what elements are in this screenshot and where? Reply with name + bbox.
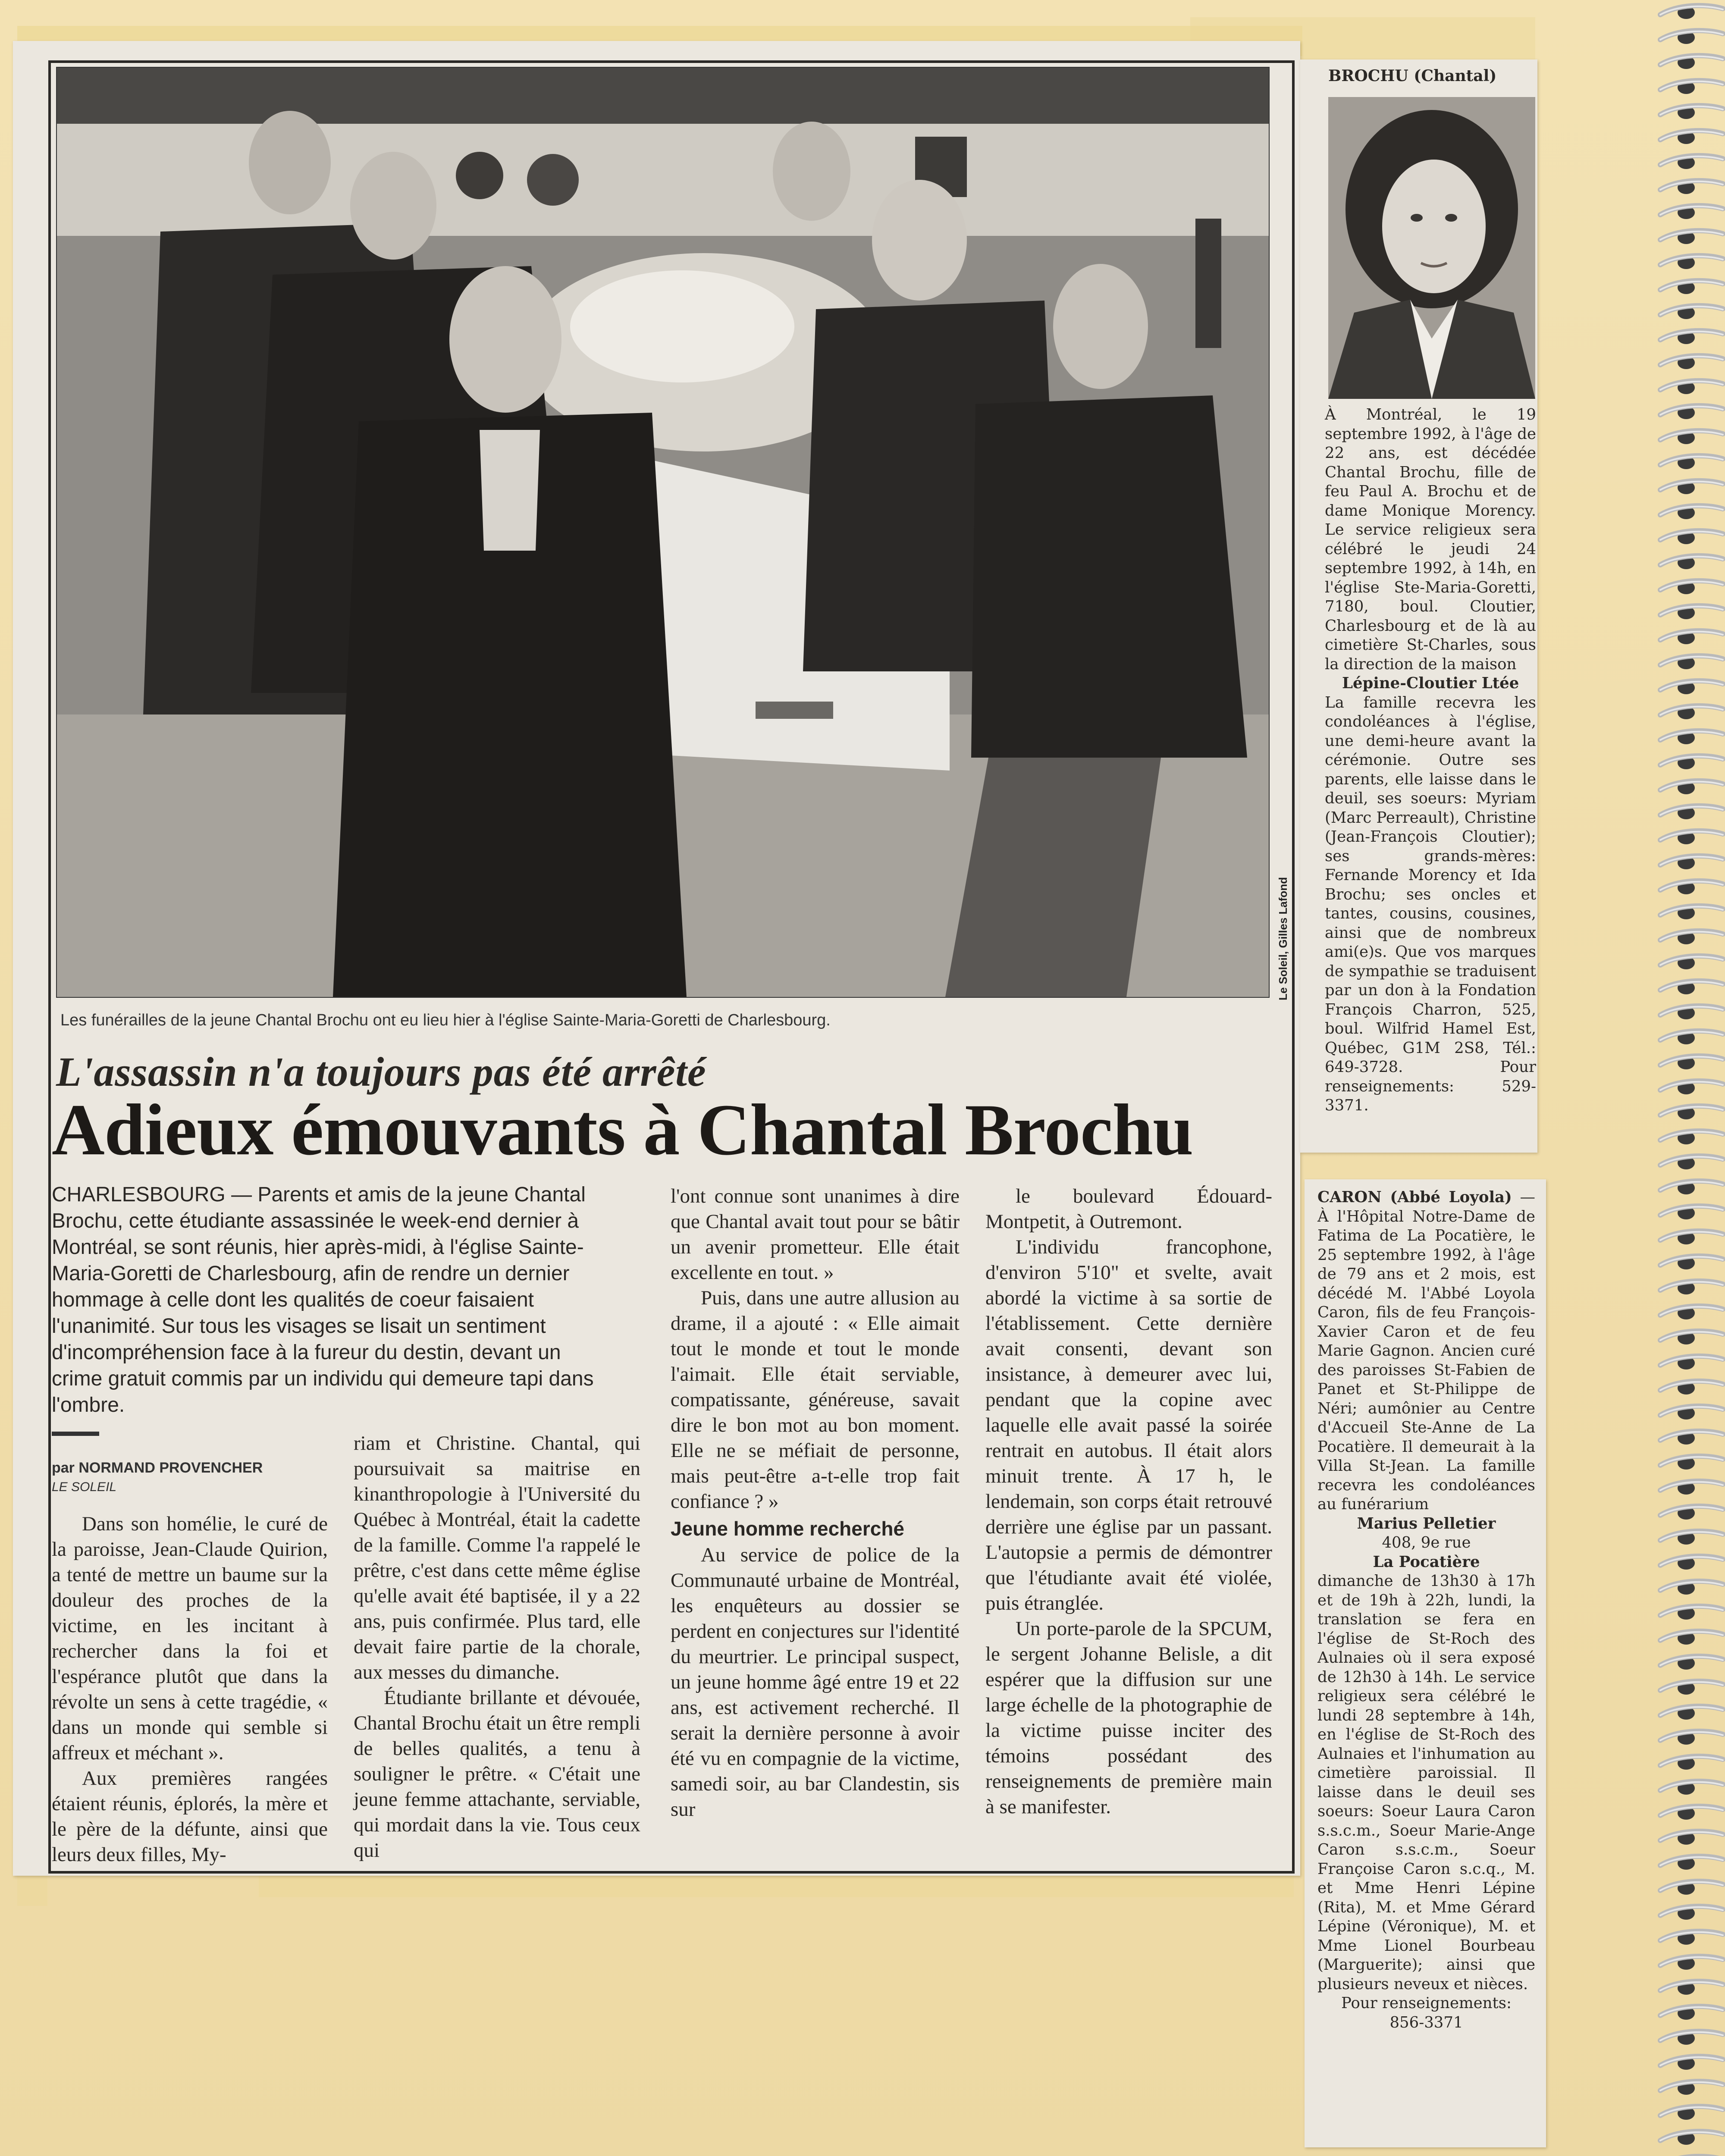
obituary-brochu-name: BROCHU (Chantal)	[1328, 67, 1497, 85]
article-column-4	[985, 1184, 1272, 1820]
paragraph: Un porte-parole de la SPCUM, le sergent Johanne Belisle, a dit espérer que la diffusion sur une large échelle de la photographie de la victime puisse inciter des témoins possédant des renseignements de première main à se manifester.	[985, 1617, 1272, 1818]
byline-rule	[52, 1432, 99, 1436]
article-column-2	[354, 1431, 640, 1863]
funeral-home-town: La Pocatière	[1373, 1553, 1480, 1571]
photo-caption: Les funérailles de la jeune Chantal Brochu ont eu lieu hier à l'église Sainte-Maria-Goretti de Charlesbourg.	[60, 1011, 831, 1029]
paragraph: le boulevard Édouard-Montpetit, à Outremont.	[985, 1185, 1272, 1233]
paragraph: Au service de police de la Communauté urbaine de Montréal, les enquêteurs au dossier se perdent en conjectures sur l'identité du meurtrier. Le principal suspect, un jeune homme âgé entre 19 et 22 ans, est activement recherché. Il serait la dernière personne à avoir été vu en compagnie de la victime, samedi soir, au bar Clandestin, sis sur	[671, 1544, 960, 1821]
funeral-firm: Lépine-Cloutier Ltée	[1342, 674, 1519, 692]
paragraph: riam et Christine. Chantal, qui poursuivait sa maitrise en kinanthropologie à l'Université du Québec à Montréal, était la cadette de la famille. Comme l'a rappelé le prêtre, c'est dans cette même église qu'elle avait été baptisée, il y a 22 ans, puis confirmée. Plus tard, elle devait faire partie de la chorale, aux messes du dimanche.	[354, 1432, 640, 1683]
funeral-photo	[56, 67, 1270, 998]
obituary-body: À Montréal, le 19 septembre 1992, à l'âge de 22 ans, est décédée Chantal Brochu, fille de feu Paul A. Brochu et de dame Monique Morency. Le service religieux sera célébré le jeudi 24 septembre 1992, à 14h, en l'église Ste-Maria-Goretti, 7180, boul. Cloutier, Charlesbourg et de là au cimetière St-Charles, sous la direction de la maison	[1325, 406, 1536, 673]
article-kicker: L'assassin n'a toujours pas été arrêté	[56, 1049, 706, 1095]
paragraph: l'ont connue sont unanimes à dire que Chantal avait tout pour se bâtir un avenir prometteur. Elle était excellente en tout. »	[671, 1185, 960, 1284]
photo-credit: Le Soleil, Gilles Lafond	[1276, 877, 1289, 1000]
byline-author: par NORMAND PROVENCHER	[52, 1460, 263, 1476]
article-subhead: Jeune homme recherché	[671, 1517, 905, 1540]
info-phone: 856-3371	[1389, 2013, 1463, 2031]
article-headline: Adieux émouvants à Chantal Brochu	[52, 1089, 1193, 1170]
portrait-photo	[1328, 97, 1535, 399]
funeral-home-address: 408, 9e rue	[1382, 1534, 1471, 1551]
byline-source: LE SOLEIL	[52, 1480, 117, 1494]
article-lead: CHARLESBOURG — Parents et amis de la jeune Chantal Brochu, cette étudiante assassinée le week-end dernier à Montréal, se sont réunis, hier après-midi, à l'église Sainte-Maria-Goretti de Charlesbourg, afin de rendre un dernier hommage à celle dont les qualités de coeur faisaient l'unanimité. Sur tous les visages se lisait un sentiment d'incompréhension face à la fureur du destin, devant un crime gratuit commis par un individu qui demeure tapi dans l'ombre.	[52, 1183, 594, 1416]
paragraph: L'individu francophone, d'environ 5'10" et svelte, avait abordé la victime à sa sortie de l'établissement. Cette dernière avait consenti, devant son insistance, à demeurer avec lui, pendant que la copine avec laquelle elle avait passé la soirée rentrait en autobus. Il était alors minuit trente. À 17 h, le lendemain, son corps était retrouvé derrière une église par un passant. L'autopsie a permis de démontrer que l'étudiante avait été violée, puis étranglée.	[985, 1236, 1272, 1614]
article-column-3	[671, 1184, 960, 1822]
obituary-brochu-text	[1325, 405, 1536, 1116]
paragraph: Aux premières rangées étaient réunis, éplorés, la mère et le père de la défunte, ainsi que leurs deux filles, My-	[52, 1767, 328, 1866]
paragraph: Puis, dans une autre allusion au drame, il a ajouté : « Elle aimait tout le monde et tout le monde l'aimait. Elle était serviable, compatissante, généreuse, savait dire le bon mot au bon moment. Elle ne se méfiait de personne, mais peut-être a-t-elle trop fait confiance ? »	[671, 1287, 960, 1513]
info-label: Pour renseignements:	[1341, 1994, 1512, 2012]
paragraph: Dans son homélie, le curé de la paroisse, Jean-Claude Quirion, a tenté de mettre un baume sur la douleur des proches de la victime, en les incitant à rechercher dans la foi et l'espérance plutôt que dans la révolte un sens à cette tragédie, « dans un monde qui semble si affreux et méchant ».	[52, 1513, 328, 1764]
obituary-caron-text	[1317, 1188, 1535, 2032]
paragraph: Étudiante brillante et dévouée, Chantal Brochu était un être rempli de belles qualités, a tenu à souligner le prêtre. « C'était une jeune femme attachante, serviable, qui mordait dans la vie. Tous ceux qui	[354, 1686, 640, 1861]
article-column-1	[52, 1511, 328, 1868]
obituary-caron-name: CARON (Abbé Loyola)	[1317, 1188, 1512, 1206]
funeral-home-name: Marius Pelletier	[1357, 1514, 1496, 1532]
spiral-binding	[1630, 0, 1725, 2156]
obituary-body: — À l'Hôpital Notre-Dame de Fatima de La Pocatière, le 25 septembre 1992, à l'âge de 79 ans et 2 mois, est décédé M. l'Abbé Loyola Caron, fils de feu François-Xavier Caron et de feu Marie Gagnon. Ancien curé des paroisses St-Fabien de Panet et St-Philippe de Néri; aumônier au Centre d'Accueil Ste-Anne de La Pocatière. Il demeurait à la Villa St-Jean. La famille recevra les condoléances au funérarium	[1317, 1188, 1535, 1513]
obituary-body: La famille recevra les condoléances à l'église, une demi-heure avant la cérémonie. Outre ses parents, elle laisse dans le deuil, ses soeurs: Myriam (Marc Perreault), Christine (Jean-François Cloutier); ses grands-mères: Fernande Morency et Ida Brochu; ses oncles et tantes, cousins, cousines, ainsi que de nombreux ami(e)s. Que vos marques de sympathie se traduisent par un don à la Fondation François Charron, 525, boul. Wilfrid Hamel Est, Québec, G1M 2S8, Tél.: 649-3728. Pour renseignements: 529-3371.	[1325, 693, 1536, 1114]
obituary-body: dimanche de 13h30 à 17h et de 19h à 22h, lundi, la translation se fera en l'église de St-Roch des Aulnaies où il sera exposé de 12h30 à 14h. Le service religieux sera célébré le lundi 28 septembre à 14h, en l'église de St-Roch des Aulnaies et l'inhumation au cimetière paroissial. Il laisse dans le deuil ses soeurs: Soeur Laura Caron s.s.c.m., Soeur Marie-Ange Caron s.s.c.m., Soeur Françoise Caron s.c.q., M. et Mme Henri Lépine (Rita), M. et Mme Gérard Lépine (Véronique), M. et Mme Lionel Bourbeau (Marguerite); ainsi que plusieurs neveux et nièces.	[1317, 1572, 1535, 1993]
